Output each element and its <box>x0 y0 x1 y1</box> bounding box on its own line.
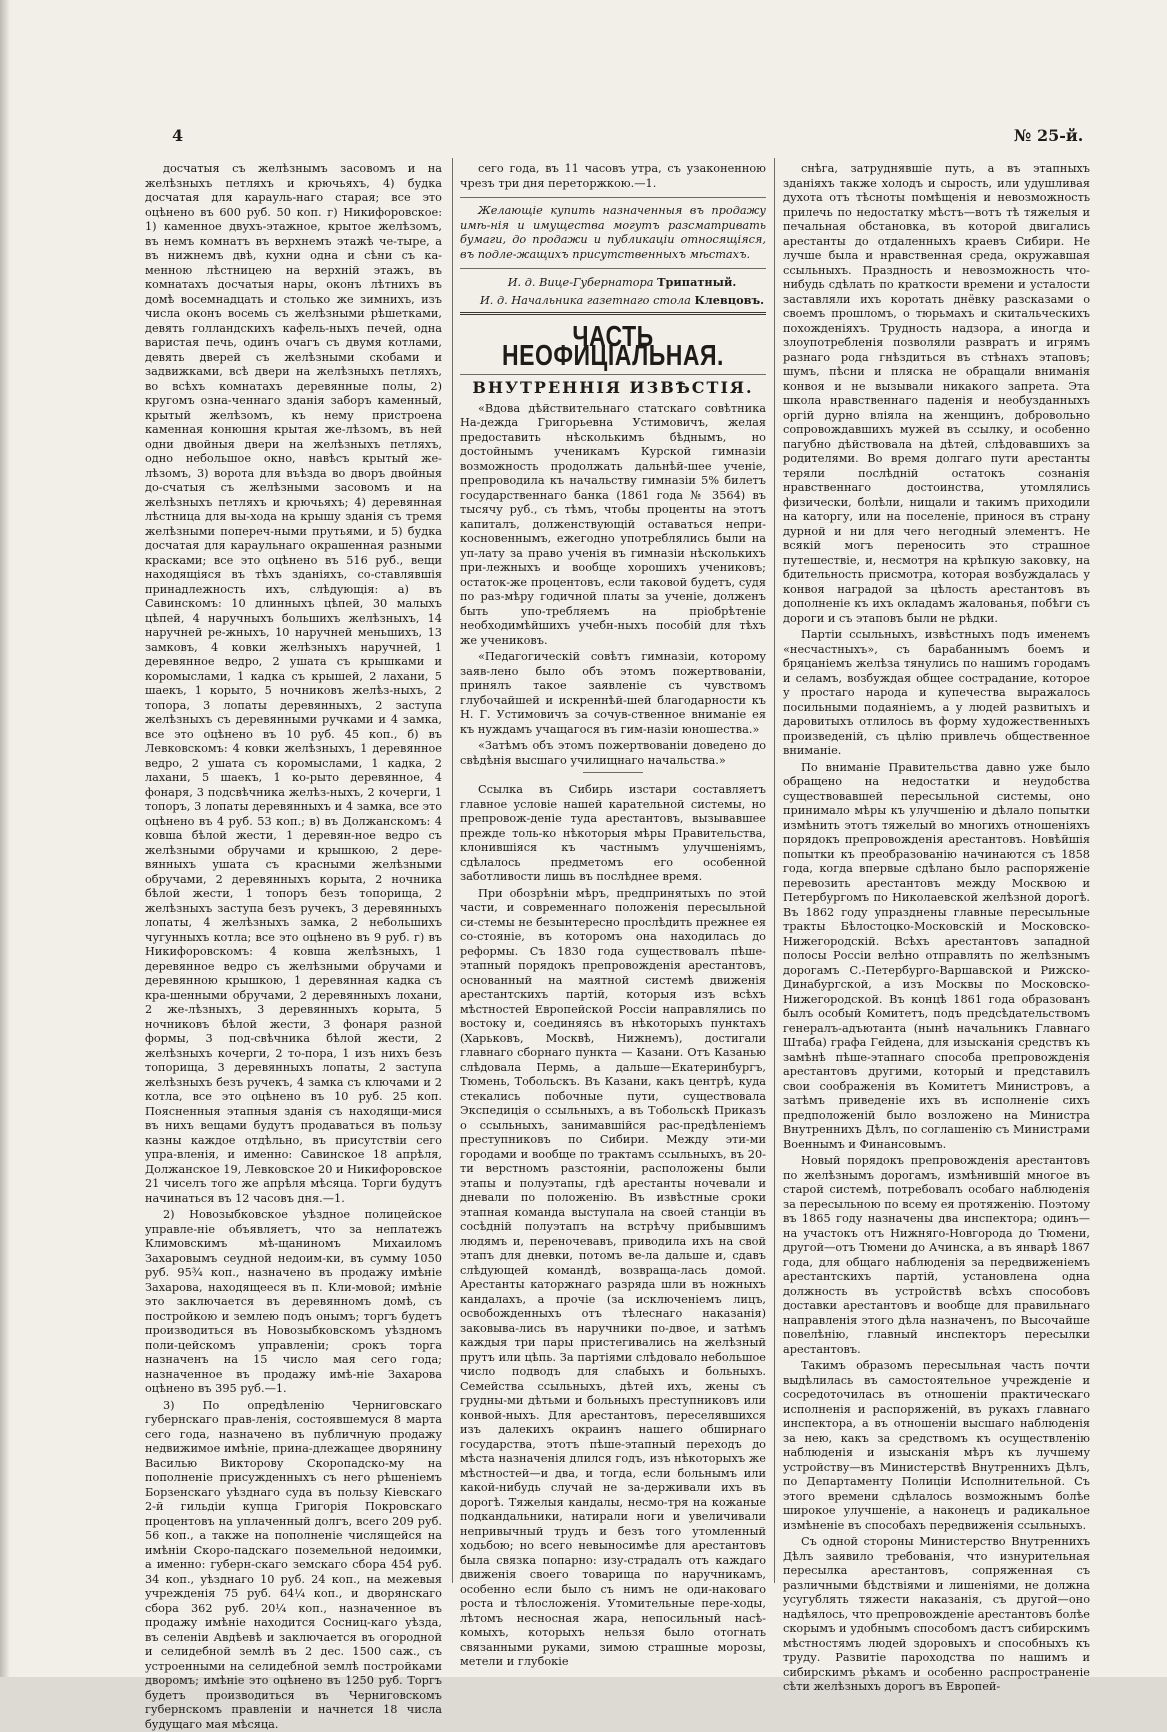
signature-vice-governor <box>460 275 766 291</box>
article-paragraph: Партіи ссыльныхъ, извѣстныхъ подъ именемъ «несчастныхъ», съ барабаннымъ боемъ и бряцаніемъ желѣза тянулись по нашимъ городамъ и селамъ, возбуждая общее сострадание, которое у простаго народа и купечества выражалось посильными подаяніемъ, а у людей развитыхъ и даровитыхъ отлилось въ форму художественныхъ произведеній, съ цѣлію привлечь общественное вниманіе. <box>783 628 1090 759</box>
column-right <box>783 162 1090 1580</box>
notice-text: сего года, въ 11 часовъ утра, съ узаконенною чрезъ три дня переторжкою.—1. <box>460 162 766 191</box>
signature-name: Клевцовъ. <box>694 293 764 307</box>
signature-role: И. д. Вице-Губернатора <box>508 276 654 289</box>
article-paragraph: Ссылка въ Сибирь изстари составляетъ главное условіе нашей карательной системы, но препровож-деніе туда арестантовъ, вызывавшее прежде толь-ко нѣкоторыя мѣры Правительства, клонившіяся къ частнымъ улучшеніямъ, сдѣлалось предметомъ его особенной заботливости лишь въ послѣднее время. <box>460 783 766 885</box>
article-paragraph: «Затѣмъ объ этомъ пожертвованіи доведено до свѣдѣнія высшаго училищнаго начальства.» <box>460 739 766 768</box>
issue-number: № 25-й. <box>1014 126 1083 145</box>
separator-rule <box>583 772 643 773</box>
subsection-title: ВНУТРЕННІЯ ИЗВѢСТІЯ. <box>460 381 766 396</box>
notice-text: 3) По опредѣленію Черниговскаго губернскаго прав-ленія, состоявшемуся 8 марта сего года, назначено въ публичную продажу недвижимое имѣніе, прина-длежащее дворянину Василью Викторову Скоропадско-му на пополненіе присужденныхъ съ него рѣшеніемъ Борзенскаго уѣзднаго суда въ пользу Кіевскаго 2-й гильдіи купца Григорія Покровскаго процентовъ на уплаченный долгъ, всего 209 руб. 56 коп., а также на пополненіе числящейся на имѣніи Скоро-падскаго поземельной недоимки, а именно: губерн-скаго земскаго сбора 454 руб. 34 коп., уѣзднаго 10 руб. 24 коп., на межевыя учрежденія 75 руб. 64¼ коп., и дворянскаго сбора 362 руб. 20¼ коп., назначенное въ продажу имѣніе находится Сосниц-каго уѣзда, въ селеніи Авдѣевѣ и заключается въ огородной и селидебной землѣ въ 2 дес. 1500 саж., съ устроенными на селидебной землѣ постройками дворомъ; имѣніе это оцѣнено въ 1250 руб. Торгъ будетъ производиться въ Черниговскомъ губернскомъ правленіи и начнется 18 числа будущаго мая мѣсяца. <box>145 1399 442 1732</box>
signature-name: Трипатный. <box>657 275 736 289</box>
column-divider-right <box>774 158 775 1583</box>
signature-role: И. д. Начальника газетнаго стола <box>480 294 691 307</box>
page-header <box>0 126 1167 150</box>
article-paragraph: Съ одной стороны Министерство Внутреннихъ Дѣлъ заявило требованія, что изнурительная пересылка арестантовъ, сопряженная съ различными бѣдствіями и лишеніями, не должна усугублять тяжести наказанія, съ другой—оно надѣялось, что препровожденіе арестантовъ болѣе скорымъ и удобнымъ способомъ дастъ сибирскимъ мѣстностямъ людей здоровыхъ и способныхъ къ труду. Развитіе пароходства по нашимъ и сибирскимъ рѣкамъ и особенно распространеніе сѣти желѣзныхъ дорогъ въ Европей- <box>783 1535 1090 1695</box>
separator-rule <box>460 374 766 375</box>
article-paragraph: Такимъ образомъ пересыльная часть почти выдѣлилась въ самостоятельное учрежденіе и сосредоточилась въ отношеніи практическаго исполненія и распоряженій, въ рукахъ главнаго инспектора, а въ отношеніи высшаго наблюденія за нею, какъ за средствомъ къ осуществленію наблюденія и изысканія мѣръ къ лучшему устройству—въ Министерствѣ Внутреннихъ Дѣлъ, по Департаменту Полиціи Исполнительной. Съ этого времени сдѣлалось возможнымъ болѣе широкое улучшеніе, а наконецъ и радикальное измѣненіе въ способахъ передвиженія ссыльныхъ. <box>783 1359 1090 1533</box>
sale-notice: Желающіе купить назначенныя въ продажу имѣ-нія и имущества могутъ разсматривать бумаги, до продажи и публикаціи относящіяся, въ подле-жащихъ присутственныхъ мѣстахъ. <box>460 204 766 262</box>
separator-rule <box>460 312 766 315</box>
column-middle <box>460 162 766 1580</box>
page-edge-shadow <box>0 0 10 1677</box>
article-paragraph: Новый порядокъ препровожденія арестантовъ по желѣзнымъ дорогамъ, измѣнившій многое въ старой системѣ, потребовалъ особаго наблюденія за пересыльною по всему ея протяженію. Поэтому въ 1865 году назначены два инспектора; одинъ—на участокъ отъ Нижняго-Новгорода до Тюмени, другой—отъ Тюмени до Ачинска, а въ январѣ 1867 года, для общаго наблюденія за передвиженіемъ арестантскихъ партій, установлена одна должность въ устройствѣ всѣхъ способовъ доставки арестантовъ и вообще для правильнаго направленія этого дѣла назначенъ, по Высочайше повелѣнію, главный инспекторъ пересылки арестантовъ. <box>783 1154 1090 1357</box>
page-number: 4 <box>172 126 183 145</box>
article-paragraph: При обозрѣніи мѣръ, предпринятыхъ по этой части, и современнаго положенія пересыльной си-стемы не безынтересно прослѣдить прежнее ея со-стояніе, въ которомъ она находилась до реформы. Съ 1830 года существовалъ пѣше-этапный порядокъ препровожденія арестантовъ, основанный на маятной системѣ движенія арестантскихъ партій, которыя изъ всѣхъ мѣстностей Европейской Россіи направлялись по востоку и, соединяясь въ нѣкоторыхъ пунктахъ (Харьковъ, Москвѣ, Нижнемъ), достигали главнаго сборнаго пункта — Казани. Отъ Казанью слѣдовала Пермь, а дальше—Екатеринбургъ, Тюмень, Тобольскъ. Въ Казани, какъ центрѣ, куда стекались побочные пути, существовала Экспедиція о ссыльныхъ, а въ Тобольскѣ Приказъ о ссыльныхъ, занимавшійся рас-предѣленіемъ преступниковъ по Сибири. Между эти-ми городами и вообще по трактамъ ссыльныхъ, въ 20-ти верстномъ разстояніи, расположены были этапы и полуэтапы, гдѣ арестанты ночевали и дневали по положенію. Въ извѣстные сроки этапная команда выступала на своей станціи въ сосѣдній полуэтапъ на встрѣчу прибывшимъ людямъ и, переночевавъ, приводила ихъ на свой этапъ для дневки, потомъ ве-ла дальше и, сдавъ слѣдующей командѣ, возвраща-лась домой. Арестанты каторжнаго разряда шли въ ножныхъ кандалахъ, а прочіе (за исключеніемъ лицъ, освобожденныхъ отъ тѣлеснаго наказанія) заковыва-лись въ наручники по-двое, и затѣмъ каждыя три пары пристегивались на желѣзный прутъ или цѣпь. За партіями слѣдовало небольшое число подводъ для слабыхъ и больныхъ. Семейства ссыльныхъ, дѣтей ихъ, жены съ грудны-ми дѣтьми и больныхъ преступниковъ или конвой-ныхъ. Для арестантовъ, переселявшихся изъ далекихъ окраинъ нашего обширнаго государства, этотъ пѣше-этапный переходъ до мѣста назначенія длился годъ, изъ нѣкоторыхъ же мѣстностей—и два, и тогда, если больнымъ или какой-нибудь случай не за-держивали ихъ въ дорогѣ. Тяжелыя кандалы, несмо-тря на кожаные подкандальники, натирали ноги и увеличивали непривычный трудъ и безъ того утомленный ходьбою; но всего невыносимѣе для арестантовъ была связка попарно: изу-страдалъ отъ каждаго движенія своего товарища по наручникамъ, особенно если было съ нимъ не оди-наковаго роста и тѣлосложенія. Утомительные пере-ходы, лѣтомъ несносная жара, непосильный насѣ-комыхъ, которыхъ нельзя было отогнать связанными руками, зимою страшные морозы, метели и глубокіе <box>460 887 766 1670</box>
notice-text: досчатыя съ желѣзнымъ засовомъ и на желѣзныхъ петляхъ и крючьяхъ, 4) будка досчатая для карауль-наго старая; все это оцѣнено въ 600 руб. 50 коп. г) Никифоровское: 1) каменное двухъ-этажное, крытое желѣзомъ, въ немъ комнатъ въ верхнемъ этажѣ че-тыре, а въ нижнемъ двѣ, кухни одна и сѣни съ ка-менною лѣстницею на верхній этажъ, въ комнатахъ досчатыя нары, оконъ лѣтнихъ въ домѣ восемнадцать и столько же зимнихъ, изъ числа оконъ восемь съ желѣзными рѣшетками, девять голландскихъ кафель-ныхъ печей, одна варистая печь, одинъ очагъ съ двумя котлами, девять дверей съ желѣзными скобами и задвижками, всѣ двери на желѣзныхъ петляхъ, во всѣхъ комнатахъ деревянные полы, 2) кругомъ озна-ченнаго зданія заборъ каменный, крытый желѣзомъ, къ нему пристроена каменная конюшня крытая же-лѣзомъ, въ ней одни двойныя двери на желѣзныхъ петляхъ, одно небольшое окно, навѣсъ крытый же-лѣзомъ, 3) ворота для въѣзда во дворъ двойныя до-счатыя съ желѣзными засовомъ и на желѣзныхъ петляхъ и крючьяхъ; 4) деревянная лѣстница для вы-хода на крышу зданія съ тремя желѣзными попереч-ными прутьями, и 5) будка досчатая для караульнаго окрашенная разными красками; все это оцѣнено въ 516 руб., вещи находящіяся въ тѣхъ зданіяхъ, со-ставлявшія принадлежность ихъ, слѣдующія: а) въ Савинскомъ: 10 длинныхъ цѣпей, 30 малыхъ цѣпей, 4 наручныхъ большихъ желѣзныхъ, 14 наручней ре-жныхъ, 10 наручней меньшихъ, 13 замковъ, 4 ковки желѣзныхъ наручней, 1 деревянное ведро, 2 ушата съ крышками и коромыслами, 1 кадка съ крышей, 2 лахани, 5 шаекъ, 1 корыто, 5 ночниковъ желѣз-ныхъ, 2 топора, 3 лопаты деревянныхъ, 2 заступа желѣзныхъ съ деревянными ручками и 4 замка, все это оцѣнено въ 10 руб. 45 коп., б) въ Левковскомъ: 4 ковки желѣзныхъ, 1 деревянное ведро, 2 ушата съ коромыслами, 1 кадка, 2 лахани, 5 шаекъ, 1 ко-рыто деревянное, 4 фонаря, 3 подсвѣчника желѣз-ныхъ, 2 кочерги, 1 топоръ, 3 лопаты деревянныхъ и 4 замка, все это оцѣнено въ 4 руб. 53 коп.; в) въ Должанскомъ: 4 ковша бѣлой жести, 1 деревян-ное ведро съ желѣзными обручами и крышкою, 2 дере-вянныхъ ушата съ красными желѣзными обручами, 2 деревянныхъ корыта, 2 ночника бѣлой жести, 1 топоръ безъ топорища, 2 желѣзныхъ заступа безъ ручекъ, 3 деревянныхъ лопаты, 4 желѣзныхъ замка, 2 небольшихъ чугунныхъ котла; все это оцѣнено въ 9 руб. г) въ Никифоровскомъ: 4 ковша желѣзныхъ, 1 деревянное ведро съ желѣзными обручами и деревянною крышкою, 1 деревянная кадка съ кра-шенными обручами, 2 деревянныхъ лохани, 2 же-лѣзныхъ, 3 деревянныхъ корыта, 5 ночниковъ бѣлой жести, 3 фонаря разной формы, 3 под-свѣчника бѣлой жести, 2 желѣзныхъ кочерги, 2 то-пора, 1 изъ нихъ безъ топорища, 3 деревянныхъ лопаты, 2 заступа желѣзныхъ безъ ручекъ, 4 замка съ ключами и 2 котла, все это оцѣнено въ 10 руб. 25 коп. Поясненныя этапныя зданія съ находящи-мися въ нихъ вещами будутъ продаваться въ пользу казны каждое отдѣльно, въ присутствіи сего упра-вленія, и именно: Савинское 18 апрѣля, Должанское 19, Левковское 20 и Никифоровское 21 чиселъ того же апрѣля мѣсяца. Торги будутъ начинаться въ 12 часовъ дня.—1. <box>145 162 442 1206</box>
notice-text: 2) Новозыбковское уѣздное полицейское управле-ніе объявляетъ, что за неплатежъ Климовскимъ мѣ-щаниномъ Михаиломъ Захаровымъ сеудной недоим-ки, въ сумму 1050 руб. 95¾ коп., назначено въ продажу имѣніе Захарова, находящееся въ п. Кли-мовой; имѣніе это заключается въ деревянномъ домѣ, съ постройкою и землею подъ онымъ; торгъ будетъ производиться въ Новозыбковскомъ уѣздномъ поли-цейскомъ управленіи; срокъ торга назначенъ на 15 число мая сего года; назначенное въ продажу имѣ-ніе Захарова оцѣнено въ 395 руб.—1. <box>145 1208 442 1397</box>
signature-desk-chief <box>460 293 766 309</box>
separator-rule <box>460 268 766 269</box>
article-paragraph: «Педагогическій совѣтъ гимназіи, которому заяв-лено было объ этомъ пожертвованіи, принялъ такое заявленіе съ чувствомъ глубочайшей и искреннѣй-шей благодарности къ Н. Г. Устимовичъ за сочув-ственное вниманіе ея къ нуждамъ учащагося въ гим-назіи юношества.» <box>460 650 766 737</box>
section-title: ЧАСТЬ НЕОФИЦІАЛЬНАЯ. <box>460 327 766 363</box>
separator-rule <box>460 197 766 198</box>
column-divider-left <box>452 158 453 1583</box>
article-paragraph: По вниманіе Правительства давно уже было обращено на недостатки и неудобства существовавшей пересыльной системы, оно принимало мѣры къ улучшенію и дѣлало попытки измѣнить этотъ тяжелый во многихъ отношеніяхъ порядокъ препровожденія арестантовъ. Новѣйшія попытки къ преобразованію начинаются съ 1858 года, когда впервые сдѣлано было распоряженіе перевозить арестантовъ между Москвою и Петербургомъ по Николаевской желѣзной дорогѣ. Въ 1862 году упразднены главные пересыльные тракты Бѣлостоцко-Московскій и Московско-Нижегородскій. Всѣхъ арестантовъ западной полосы Россіи велѣно отправлять по желѣзнымъ дорогамъ С.-Петербурго-Варшавской и Рижско-Динабургской, а изъ Москвы по Московско-Нижегородской. Въ концѣ 1861 года образованъ былъ особый Комитетъ, подъ предсѣдательствомъ генералъ-адъютанта (нынѣ начальникъ Главнаго Штаба) графа Гейдена, для изысканія средствъ къ замѣнѣ пѣше-этапнаго способа препровожденія арестантовъ другими, который и представилъ свои соображенія въ Комитетъ Министровъ, а затѣмъ приведеніе ихъ въ исполненіе сихъ предположеній было возложено на Министра Внутреннихъ Дѣлъ, по соглашенію съ Министрами Военнымъ и Финансовымъ. <box>783 761 1090 1153</box>
column-left <box>145 162 442 1580</box>
article-paragraph: снѣга, затруднявшіе путь, а въ этапныхъ зданіяхъ также холодъ и сырость, или удушливая духота отъ тѣсноты помѣщенія и невозможность прилечь по недостатку мѣстъ—вотъ тѣ тяжелыя и печальная обстановка, въ которой двигались арестанты до отдаленныхъ краевъ Сибири. Не лучше была и нравственная среда, окружавшая ссыльныхъ. Праздность и невозможность что-нибудь сдѣлать по краткости времени и усталости заставляли ихъ коротать днёвку разсказами о своемъ прошломъ, о тюрьмахъ и скитальческихъ похожденіяхъ. Трудность надзора, а иногда и злоупотребленія позволяли развратъ и игрямъ разнаго рода гнѣздиться въ стѣнахъ этаповъ; шумъ, пѣсни и пляска не обращали вниманія конвоя и не вызывали никакого запрета. Эта школа нравственнаго паденія и необузданныхъ оргій дурно вліяла на женщинъ, добровольно сопровождавшихъ мужей въ ссылку, и особенно пагубно дѣйствовала на дѣтей, слѣдовавшихъ за родителями. Во время долгаго пути арестанты теряли послѣдній остатокъ сознанія нравственнаго достоинства, утомлялись физически, болѣли, нищали и такимъ приходили на каторгу, или на поселеніе, принося въ страну дурной и ни для чего негодный элементъ. Не всякій могъ переносить это страшное путешествіе, и, несмотря на крѣпкую заковку, на бдительность присмотра, которая возбуждалась у конвоя наградой за цѣлость арестантовъ въ дополненіе къ ихъ окладамъ жалованья, побѣги съ дороги и съ этаповъ были не рѣдки. <box>783 162 1090 626</box>
article-paragraph: «Вдова дѣйствительнаго статскаго совѣтника На-дежда Григорьевна Устимовичъ, желая предоставить нѣсколькимъ бѣднымъ, но достойнымъ ученикамъ Курской гимназіи возможность продолжать дальнѣй-шее ученіе, препроводила къ начальству гимназіи 5% билетъ государственнаго банка (1861 года № 3564) въ тысячу руб., съ тѣмъ, чтобы проценты на этотъ капиталъ, долженствующій оставаться непри-косновеннымъ, ежегодно употреблялись были на уп-лату за право ученія въ гимназіи нѣсколькихъ при-лежныхъ и вообще хорошихъ учениковъ; остаток-же процентовъ, если таковой будетъ, судя по раз-мѣру годичной платы за ученіе, долженъ быть упо-требляемъ на пріобрѣтеніе необходимѣйшихъ учебн-ныхъ пособій для тѣхъ же учениковъ. <box>460 402 766 649</box>
